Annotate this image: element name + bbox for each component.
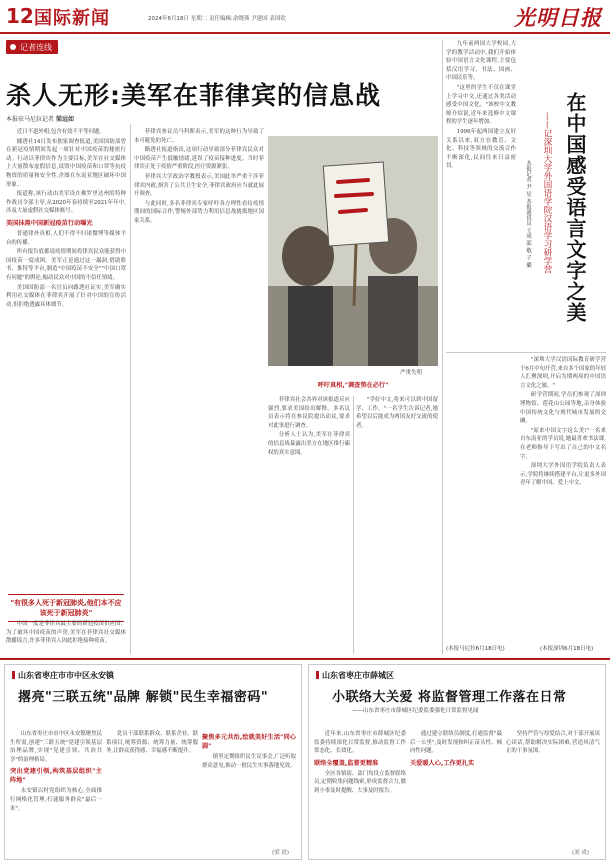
column-divider xyxy=(442,40,443,654)
bottom-right-column-2 xyxy=(410,730,502,854)
bottom-left-paragraph: 山东省枣庄市市中区永安镇聚焦民生所需,创建"三联五统"党建引领基层治理品牌,实现"党建引领、共治共享"的治理格局。 xyxy=(10,731,102,763)
right-paragraph: 九年前两国大学校园,大学的教学活动中,我们开始体验中国语言文化课程,主要包括汉语学习、书法、国画、中国民乐等。 xyxy=(446,41,516,82)
bottom-right-column-3 xyxy=(506,730,600,846)
feature-paragraph: "原来中国文字这么美!"一名来自东南亚的学员说,她最喜欢书法课,在老师指导下写出了自己的中文名字。 xyxy=(520,427,606,460)
bottom-left-subhead: 聚焦多元共治,绘就美好生活"同心圆" xyxy=(202,734,296,750)
bottom-left-column-3 xyxy=(202,730,296,846)
bottom-right-paragraph: 通过建立联络员制度,打通监督"最后一公里",及时发现和纠正苗头性、倾向性问题。 xyxy=(410,731,502,755)
bottom-right-subhead: 关爱暖人心,工作更扎实 xyxy=(410,759,475,767)
lead-headline: 杀人无形:美军在菲律宾的信息战 xyxy=(6,81,381,110)
byline-prefix: 本报驻马尼拉记者 xyxy=(6,116,55,123)
middle-paragraph: 路透社报道指出,这项行动导致部分菲律宾民众对中国疫苗产生抵触情绪,延误了疫苗接种进度。当时菲律宾正处于疫情严重阶段,医疗资源紧张。 xyxy=(134,147,264,171)
section-title: 国际新闻 xyxy=(34,8,110,29)
lead-byline xyxy=(6,114,74,123)
lead-paragraph: 據透社14日发布独家调查报道,美国国防部曾在新冠疫情期间发起一项针对中国疫苗的秘密行动。行动以菲律宾作为主要目标,美军在社交媒体上大量散布虚假信息,诋毁中国疫苗和口罩等抗疫物资的质量和安全性,企图在东南亚地区破坏中国形象。 xyxy=(6,138,126,188)
bottom-left-subhead: 突出党建引领,构筑基层组织"主阵地" xyxy=(10,768,102,785)
bottom-right-paragraph: 坚持严管与厚爱结合,对干部开展谈心谈话,帮助解决实际困难,营造风清气正的干事氛围。 xyxy=(506,731,600,755)
lead-paragraph: 中国一度是菲律宾最主要的新冠疫苗供应国。为了破坏中国疫苗的声誉,美军在菲律宾社交媒体散播谣言,许多菲律宾人因此拒绝接种疫苗。 xyxy=(6,621,126,645)
pull-quote: "有很多人死于新冠肺炎,他们本不应该死于新冠肺炎" xyxy=(8,594,124,622)
right-paragraph: "学好中文,将来可以到中国留学、工作。"一名学生告诉记者,她希望以后能成为两国友好交流的使者。 xyxy=(356,397,438,429)
middle-paragraph: 与此同时,多名菲律宾专家呼吁各方理性看待疫情期间的国际合作,警惕外部势力利用信息战挑拨地区国家关系。 xyxy=(134,200,264,224)
feature-paragraph: 研学营期间,学员们参观了深圳博物馆、莲花山公园等地,亲身体验中国传统文化与现代城市发展的交融。 xyxy=(520,392,606,425)
lead-paragraph: 美国国防部一名官员向路透社证实,美军确实利用社交媒体在菲律宾开展了针对中国的宣传活动,但拒绝透露具体细节。 xyxy=(6,284,126,308)
bottom-left-headline: 撂亮"三联五统"品牌 解锁"民生幸福密码" xyxy=(18,690,269,705)
feature-paragraph: "深圳大学汉语国际教育研学营于6月中旬开营,来自多个国家的年轻人汇聚深圳,开启为期两周的中国语言文化之旅。" xyxy=(520,357,606,389)
middle-paragraph: 分析人士认为,美军在菲律宾的信息战暴露出美方在地区推行霸权的真实意图。 xyxy=(268,432,350,456)
right-paragraph: "这里的学生不仅在课堂上学习中文,还通过各类活动感受中国文化。"该校中文教师介绍说,近年来选修中文课程的学生逐年增加。 xyxy=(446,84,516,126)
column-divider xyxy=(353,396,354,654)
news-photo xyxy=(268,136,438,366)
bottom-left-credit: (梁 晨) xyxy=(272,850,290,856)
lead-subhead: 美国抹黑中国新冠疫苗行动曝光 xyxy=(6,219,93,227)
reporter-badge: 记者连线 xyxy=(6,40,58,54)
lead-column-2 xyxy=(134,128,264,654)
photo-caption: 严重失明 xyxy=(400,370,423,376)
feature-column xyxy=(520,356,606,652)
bottom-left-column-2 xyxy=(106,730,198,854)
right-paragraph: 1996年起两国建立友好关系以来,双方在教育、文化、科技等领域的交流合作不断深化,民间往来日益密切。 xyxy=(446,128,516,170)
column-divider xyxy=(130,124,131,654)
page-number: 12 xyxy=(6,4,34,28)
issue-info: 2024年6月18日 星期二 责任编辑:余晓葵 尹建国 表国钦 xyxy=(148,16,286,22)
bottom-right-paragraph: 近年来,山东省枣庄市薛城区纪委监委持续深化日常监督,推动监督工作常态化、长效化。 xyxy=(314,731,406,755)
bottom-left-column-1 xyxy=(10,730,102,854)
feature-credit: (本报深圳6月18日电) xyxy=(540,646,594,652)
bottom-right-column-1 xyxy=(314,730,406,854)
newspaper-logo: 光明日报 xyxy=(514,5,602,30)
lead-column-1-tail xyxy=(6,620,126,656)
lead-paragraph: 报道称,该行动由美军设在佛罗里达州的特种作战司令部主导,从2020年春持续至2021年年中,涉及大量虚假社交媒体账号。 xyxy=(6,191,126,215)
middle-subhead: 呼吁真相,"调查势在必行" xyxy=(317,382,389,389)
lead-paragraph: 普通律外真相,人们不得不归诸微博等媒体平台的传播。 xyxy=(6,230,126,246)
bottom-left-paragraph: 永安镇以村党组织为核心,全面推行网格化管理,打通服务群众"最后一米"。 xyxy=(10,788,102,812)
masthead xyxy=(0,0,610,34)
lead-paragraph: 菲律宾参议员马科斯表示,美军的这种行为导致了本可避免的死亡。 xyxy=(134,129,264,144)
right-credit: (本报马尼拉6月18日电) xyxy=(446,646,505,652)
feature-title: 在中国感受语言文字之美 xyxy=(563,92,587,323)
middle-column-b xyxy=(356,396,438,654)
bottom-right-subtitle: ——山东省枣庄市薛城区纪委监委强化日常监督见闻 xyxy=(352,708,479,714)
protest-photo-illustration xyxy=(268,136,438,366)
bottom-right-credit: (刘 成) xyxy=(572,850,590,856)
bottom-left-tag: 山东省枣庄市市中区永安镇 xyxy=(12,670,114,681)
feature-subtitle: ——记深圳大学外国语学院汉语学习研学营 xyxy=(542,112,552,274)
feature-byline: 本报记者 尹 星 本报通讯员 王成 邵 敬 子 璐 xyxy=(525,160,531,268)
bottom-left-paragraph: 镇里定期组织民生议事会,广泛听取群众意见,推动一批民生实事落地见效。 xyxy=(202,754,296,769)
bottom-right-headline: 小联络大关爱 将监督管理工作落在日常 xyxy=(332,690,567,705)
bottom-left-paragraph: 党员干部联系群众、联系企业、联系项目,统筹资源、统筹力量、统筹服务,让群众获得感、幸福感不断提升。 xyxy=(106,731,198,755)
feature-divider xyxy=(446,352,606,353)
middle-paragraph: 菲律宾大学政治学教授表示,美国此举严重干涉菲律宾内政,损害了公共卫生安全,菲律宾政府应当就此展开调查。 xyxy=(134,173,264,198)
lead-column-1 xyxy=(6,128,126,588)
lead-paragraph: 近日不道外相,包含有效不平等问题。 xyxy=(16,129,105,135)
middle-column-a xyxy=(268,396,350,654)
bottom-right-subhead: 联络全覆盖,监督更精准 xyxy=(314,759,379,767)
section-rule xyxy=(0,658,610,660)
byline-name: 梁远如 xyxy=(55,116,74,123)
middle-paragraph: 菲律宾社会各界对该报道反应强烈,要求美国给出解释。多名议员表示将在参议院提出动议,要求对此事进行调查。 xyxy=(268,397,350,429)
bottom-right-paragraph: 全区各镇街、部门均设立监督联络员,定期收集问题线索,形成监督合力,做到小事及时提醒、大事及时报告。 xyxy=(314,770,406,794)
right-column xyxy=(446,40,516,640)
lead-paragraph: 所有报告底都说疫情期间将律宾民众能获得中国疫苗一度成困。美军正是通过这一漏洞,借助脸书、推特等平台,制造"中国疫苗不安全""中国口罩有问题"的舆论,煽动民众对中国的不信任情绪。 xyxy=(6,249,126,281)
bottom-right-tag: 山东省枣庄市薛城区 xyxy=(316,670,394,681)
feature-paragraph: 深圳大学外国语学院负责人表示,学院将继续搭建平台,让更多外国青年了解中国、爱上中文。 xyxy=(520,463,606,487)
